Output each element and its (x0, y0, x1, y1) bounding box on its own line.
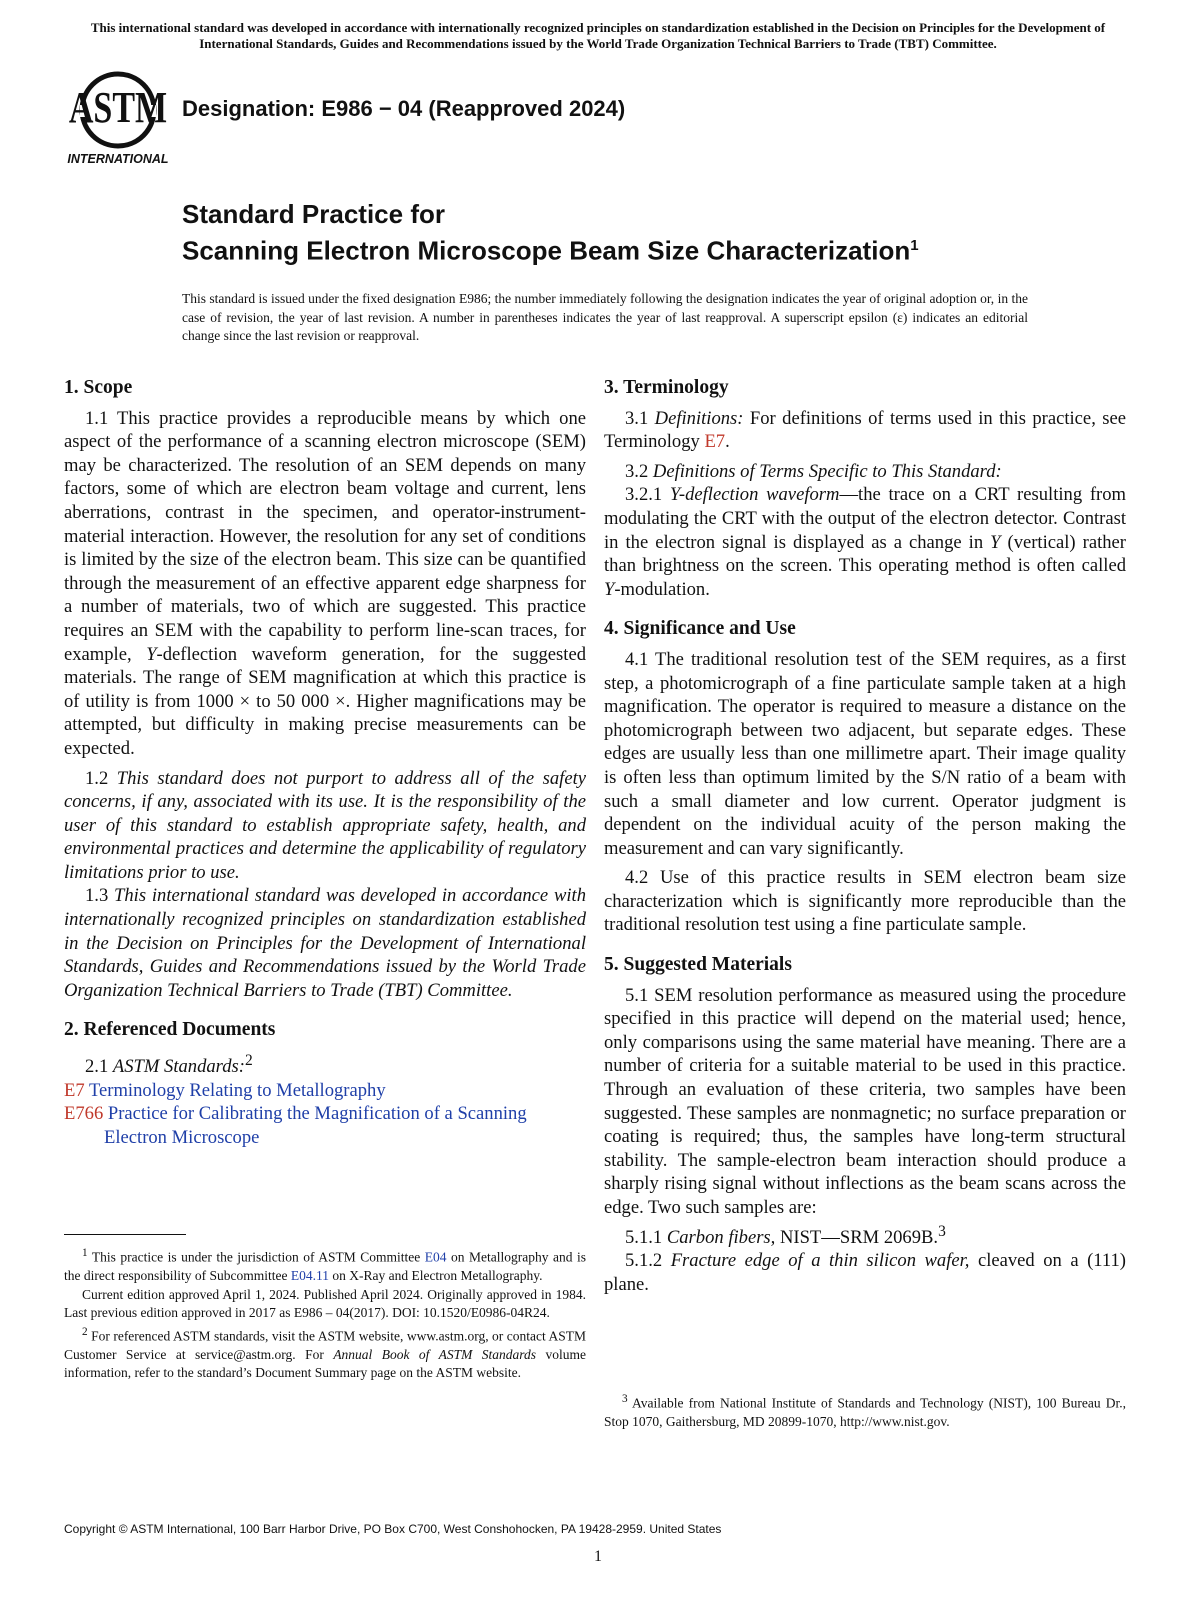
paragraph-5-1-1: 5.1.1 Carbon fibers, NIST—SRM 2069B.$^3$ (625, 1222, 946, 1248)
reference-e7[interactable]: E7 Terminology Relating to Metallography (64, 1079, 386, 1101)
paragraph-3-2: 3.2 Definitions of Terms Specific to This Standard: (625, 460, 1002, 482)
paragraph-5-1: 5.1 SEM resolution performance as measured using the procedure specified in this practice will depend on the material used; hence, only comparisons using the same material have meaning. There are a number of criteria for a suitable material to be used in this practice. Through an evaluation of these criteria, two samples have been suggested. These samples are nonmagnetic; no surface preparation or coating is required; thus, the samples have long-term structural stability. The sample-electron beam interaction should produce a sharply rising signal without inflections as the beam scans across the edge. Two such samples are: (604, 984, 1126, 1218)
footnote-3: $^3$ Available from National Institute of Standards and Technology (NIST), 100 Bureau Dr., Stop 1070, Gaithersburg, MD 20899-1070, http://www.nist.gov. (604, 1393, 1126, 1429)
paragraph-2-1: 2.1 ASTM Standards:$^2$ (85, 1052, 253, 1078)
title-footnote-mark: 1 (910, 237, 919, 254)
astm-logo (62, 70, 174, 168)
paragraph-1-1: 1.1 This practice provides a reproducible means by which one aspect of the performance of a scanning electron microscope (SEM) may be characterized. The resolution of an SEM depends on many factors, some of which are electron beam voltage and current, lens aberrations, contrast in the specimen, and operator-instrument-material interaction. However, the resolution for any set of conditions is limited by the size of the electron beam. This size can be quantified through the measurement of an effective apparent edge sharpness for a number of materials, two of which are suggested. This practice requires an SEM with the capability to perform line-scan traces, for example, Y-deflection waveform generation, for the suggested materials. The range of SEM magnification at which this practice is of utility is from 1000 × to 50 000 ×. Higher magnifications may be attempted, but difficulty in making precise measurements can be expected. (64, 407, 587, 759)
paragraph-4-1: 4.1 The traditional resolution test of the SEM requires, as a first step, a photomicrograph of a fine particulate sample taken at a high magnification. The operator is required to measure a distance on the photomicrograph between two adjacent, but separate edges. These edges are usually less than one millimetre apart. Their image quality is often less than optimum limited by the S/N ratio of a beam with such a small diameter and low current. Operator judgment is dependent on the individual acuity of the person making the measurement and can vary significantly. (604, 648, 1126, 859)
section-5-heading: 5. Suggested Materials (604, 954, 792, 976)
wto-notice: This international standard was developed in accordance with internationally recognized principles on standardization established in the Decision on Principles for the Development of International Standards, Guides and Recommendations issued by the World Trade Organization Technical Barriers to Trade (TBT) Committee. (90, 20, 1106, 51)
svg-text:INTERNATIONAL: INTERNATIONAL (67, 152, 169, 166)
footnote-separator (64, 1234, 186, 1235)
right-column (604, 376, 1126, 1297)
left-column (64, 376, 586, 1150)
left-footnotes (64, 1244, 586, 1383)
section-4-heading: 4. Significance and Use (604, 618, 796, 640)
section-3-heading: 3. Terminology (604, 377, 729, 398)
right-footnotes (604, 1390, 1126, 1432)
page-number: 1 (594, 1548, 602, 1565)
preface-note: This standard is issued under the fixed designation E986; the number immediately following the designation indicates the year of original adoption or, in the case of revision, the year of last revision. A number in parentheses indicates the year of last reapproval. A superscript epsilon (ε) indicates an editorial change since the last revision or reapproval. (182, 291, 1028, 343)
paragraph-5-1-2: 5.1.2 Fracture edge of a thin silicon wafer, cleaved on a (111) plane. (604, 1250, 1126, 1295)
title-line-2: Scanning Electron Microscope Beam Size Characterization$^1$ (182, 235, 919, 266)
svg-text:ASTM: ASTM (68, 82, 168, 133)
paragraph-3-2-1: 3.2.1 Y-deflection waveform—the trace on a CRT resulting from modulating the CRT with the output of the electron detector. Contrast in the electron signal is displayed as a change in Y (vertical) rather than brightness on the screen. This operating method is often called Y-modulation. (604, 484, 1126, 600)
paragraph-3-1: 3.1 Definitions: For definitions of terms used in this practice, see Terminology E7. (604, 407, 1126, 453)
reference-e766[interactable]: E766 Practice for Calibrating the Magnification of a Scanning Electron Microscope (64, 1103, 527, 1148)
reference-list (64, 1079, 586, 1150)
copyright-footer: Copyright © ASTM International, 100 Barr Harbor Drive, PO Box C700, West Conshohocken, PA 19428-2959. United States (64, 1522, 722, 1536)
paragraph-1-2: 1.2 This standard does not purport to address all of the safety concerns, if any, associated with its use. It is the responsibility of the user of this standard to establish appropriate safety, health, and environmental practices and determine the applicability of regulatory limitations prior to use. (64, 767, 586, 883)
document-title (182, 198, 919, 267)
designation: Designation: E986 − 04 (Reapproved 2024) (182, 96, 626, 121)
paragraph-4-2: 4.2 Use of this practice results in SEM electron beam size characterization which is significantly more reproducible than the traditional resolution test using a fine particulate sample. (604, 867, 1126, 936)
section-1-heading: 1. Scope (64, 377, 133, 398)
paragraph-1-3: 1.3 This international standard was developed in accordance with internationally recognized principles on standardization established in the Decision on Principles for the Development of International Standards, Guides and Recommendations issued by the World Trade Organization Technical Barriers to Trade (TBT) Committee. (64, 885, 587, 1001)
section-2-heading: 2. Referenced Documents (64, 1019, 276, 1041)
link-e04-11[interactable]: E04.11 (290, 1268, 329, 1283)
footnote-edition: Current edition approved April 1, 2024. Published April 2024. Originally approved in 1984. Last previous edition approved in 2017 as E986 – 04(2017). DOI: 10.1520/E0986-04R24. (64, 1286, 586, 1320)
link-e04[interactable]: E04 (424, 1249, 447, 1265)
footnote-2: $^2$ For referenced ASTM standards, visit the ASTM website, www.astm.org, or contact ASTM Customer Service at service@astm.org. For Annual Book of ASTM Standards volume information, refer to the standard’s Document Summary page on the ASTM website. (64, 1325, 586, 1380)
title-line-1: Standard Practice for (182, 199, 445, 229)
link-e7[interactable]: E7 (704, 431, 726, 453)
footnote-1: $^1$ This practice is under the jurisdiction of ASTM Committee E04 on Metallography and is the direct responsibility of Subcommittee E04.11 on X-Ray and Electron Metallography. (64, 1247, 587, 1283)
